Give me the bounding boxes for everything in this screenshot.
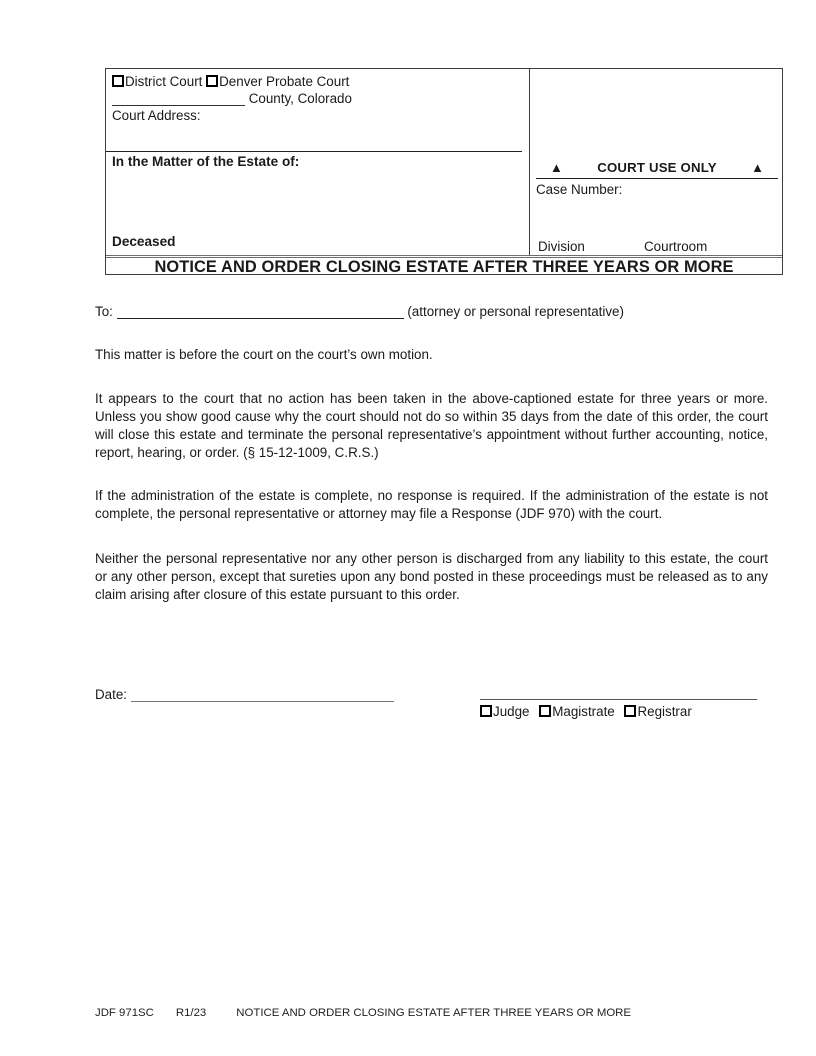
date-input-line[interactable]	[131, 688, 394, 702]
registrar-checkbox[interactable]	[624, 705, 636, 717]
magistrate-label: Magistrate	[552, 704, 615, 719]
judge-option	[480, 704, 529, 719]
caption-table	[105, 68, 783, 275]
court-use-only-banner	[536, 159, 778, 179]
deceased-label: Deceased	[112, 234, 176, 249]
court-address-label: Court Address:	[112, 108, 201, 123]
to-input-line[interactable]	[117, 305, 404, 319]
registrar-label: Registrar	[637, 704, 692, 719]
registrar-option	[624, 704, 691, 719]
magistrate-option	[539, 704, 615, 719]
division-label: Division	[538, 239, 585, 254]
county-row	[112, 90, 352, 107]
denver-probate-court-checkbox[interactable]	[206, 75, 218, 87]
footer-form-title: NOTICE AND ORDER CLOSING ESTATE AFTER THREE YEARS OR MORE	[236, 1007, 632, 1019]
county-input-line[interactable]	[112, 92, 245, 106]
county-suffix-label: County, Colorado	[248, 91, 352, 106]
signer-role-options	[480, 700, 757, 720]
judge-checkbox[interactable]	[480, 705, 492, 717]
district-court-checkbox[interactable]	[112, 75, 124, 87]
court-info-cell	[106, 69, 530, 255]
denver-probate-court-label: Denver Probate Court	[219, 74, 350, 89]
date-label: Date:	[95, 687, 128, 702]
case-number-label: Case Number:	[536, 182, 623, 197]
magistrate-checkbox[interactable]	[539, 705, 551, 717]
motion-paragraph: This matter is before the court on the court’s own motion.	[95, 347, 433, 362]
signature-line[interactable]	[480, 683, 757, 700]
paragraph-response: If the administration of the estate is complete, no response is required. If the administration of the estate is not complete, the personal representative or attorney may file a Response (JDF 970) with the court.	[95, 488, 768, 521]
form-title: NOTICE AND ORDER CLOSING ESTATE AFTER THREE YEARS OR MORE	[106, 255, 782, 275]
form-footer	[95, 1005, 631, 1022]
to-suffix-label: (attorney or personal representative)	[407, 304, 624, 319]
paragraph-liability: Neither the personal representative nor any other person is discharged from any liability to this estate, the court or any other person, except that sureties upon any bond posted in these proceedings must be released as to any claim arising after closure of this estate pursuant to this order.	[95, 551, 768, 602]
district-court-label: District Court	[125, 74, 203, 89]
triangle-icon: ▲	[751, 160, 764, 175]
caption-divider-line	[106, 151, 522, 152]
form-number: JDF 971SC	[95, 1007, 154, 1019]
to-label: To:	[95, 304, 113, 319]
paragraph-no-action: It appears to the court that no action has been taken in the above-captioned estate for three years or more. Unless you show good cause why the court should not do so within 35 days from the date of this order, the court will close this estate and terminate the personal representative’s appointment without further accounting, notice, report, hearing, or order. (§ 15-12-1009, C.R.S.)	[95, 391, 768, 460]
estate-matter-label: In the Matter of the Estate of:	[112, 154, 300, 169]
date-row	[95, 686, 394, 703]
court-type-row	[112, 73, 349, 90]
court-use-cell	[530, 69, 783, 255]
signature-block	[480, 683, 757, 720]
court-use-only-label: COURT USE ONLY	[597, 160, 717, 175]
to-row	[95, 303, 775, 320]
judge-label: Judge	[493, 704, 530, 719]
form-revision: R1/23	[175, 1007, 207, 1019]
courtroom-label: Courtroom	[644, 239, 708, 254]
triangle-icon: ▲	[550, 160, 563, 175]
